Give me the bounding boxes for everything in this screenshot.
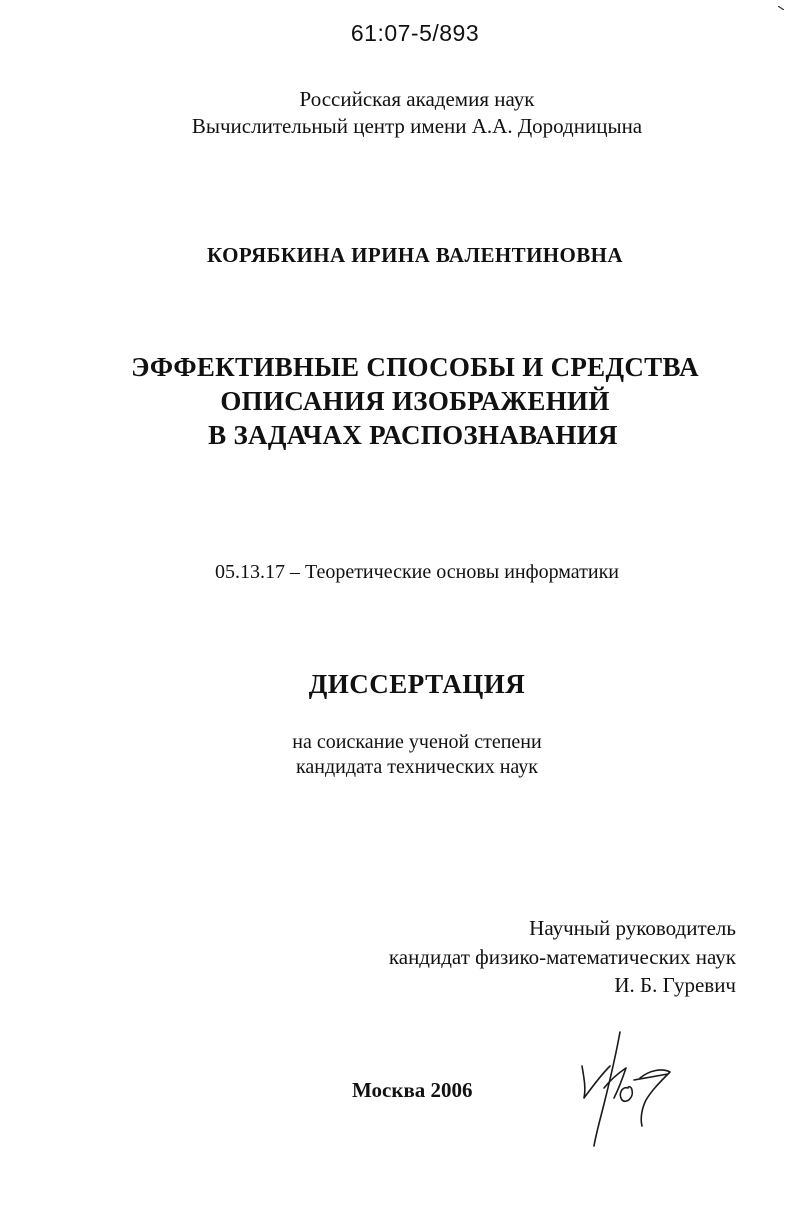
document-type: ДИССЕРТАЦИЯ [308,669,526,699]
supervisor-role: Научный руководитель [529,916,736,940]
author-name: КОРЯБКИНА ИРИНА ВАЛЕНТИНОВНА [207,243,623,267]
specialty-code: 05.13.17 – Теоретические основы информатики [214,561,620,583]
supervisor-name: И. Б. Гуревич [614,973,736,997]
title-line-3: В ЗАДАЧАХ РАСПОЗНАВАНИЯ [208,420,618,450]
degree-line-2: кандидата технических наук [295,756,539,778]
handwritten-signature [560,1028,690,1158]
library-code: 61:07-5/893 [350,20,480,46]
title-line-2: ОПИСАНИЯ ИЗОБРАЖЕНИЙ [220,386,610,416]
organization-center: Вычислительный центр имени А.А. Дородницына [191,114,643,138]
organization-academy: Российская академия наук [299,87,535,111]
degree-line-1: на соискание ученой степени [292,731,542,753]
scan-mark [778,6,784,10]
title-line-1: ЭФФЕКТИВНЫЕ СПОСОБЫ И СРЕДСТВА [131,352,699,382]
supervisor-degree: кандидат физико-математических наук [388,945,736,969]
city-year: Москва 2006 [352,1078,473,1102]
